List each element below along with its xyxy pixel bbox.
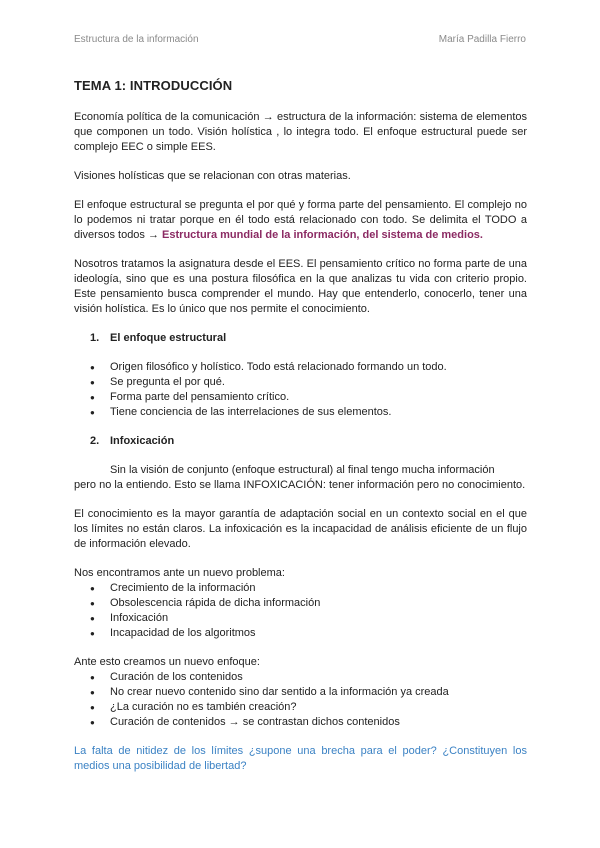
section-title: Infoxicación (110, 435, 175, 447)
list-item: ● Obsolescencia rápida de dicha información (74, 596, 527, 611)
paragraph-critical-thinking: Nosotros tratamos la asignatura desde el EES. El pensamiento crítico no forma parte de una ideología, sino que es una postura filosófica en la que analizas tu vida con criterio propio. Este pensamiento busca comprender el mundo. Hay que entenderlo, conocerlo, tener una visión holística. Es lo único que nos permite el conocimiento. (74, 258, 527, 315)
list-item: ● No crear nuevo contenido sino dar sentido a la información ya creada (74, 685, 527, 700)
approach-intro: Ante esto creamos un nuevo enfoque: (74, 656, 260, 668)
paragraph-structural-text: El enfoque estructural se pregunta el por qué y forma parte del pensamiento. El complejo no lo podemos ni tratar porque en él todo está relacionado con todo. Se delimita el TODO a diversos todos → (74, 199, 527, 241)
list-item: ● ¿La curación no es también creación? (74, 700, 527, 715)
highlighted-phrase: Estructura mundial de la información, del sistema de medios. (162, 229, 483, 241)
bullet-list-problems (74, 581, 527, 641)
closing-question: La falta de nitidez de los límites ¿supone una brecha para el poder? ¿Constituyen los medios una posibilidad de libertad? (74, 745, 527, 772)
list-item: ● Crecimiento de la información (74, 581, 527, 596)
list-item: ● Incapacidad de los algoritmos (74, 626, 527, 641)
bullet-list-structural (74, 360, 527, 420)
section-number: 2. (90, 435, 100, 447)
list-item: ● Forma parte del pensamiento crítico. (74, 390, 527, 405)
section-title: El enfoque estructural (110, 332, 227, 344)
list-item: ● Curación de contenidos → se contrastan dichos contenidos (74, 715, 527, 730)
document-body (74, 78, 527, 774)
header-course-title: Estructura de la información (74, 34, 199, 45)
paragraph-infoxication-line1: Sin la visión de conjunto (enfoque estructural) al final tengo mucha información (110, 464, 495, 476)
paragraph-knowledge: El conocimiento es la mayor garantía de adaptación social en un contexto social en el que los límites no están claros. La infoxicación es la incapacidad de análisis eficiente de un flujo de información elevado. (74, 508, 527, 550)
paragraph-structural (74, 198, 527, 243)
list-item: ● Origen filosófico y holístico. Todo está relacionado formando un todo. (74, 360, 527, 375)
section-heading-1 (74, 331, 527, 346)
paragraph-holistic: Visiones holísticas que se relacionan con otras materias. (74, 170, 351, 182)
list-item: ● Tiene conciencia de las interrelaciones de sus elementos. (74, 405, 527, 420)
header-author: María Padilla Fierro (438, 34, 526, 45)
bullet-list-approach (74, 670, 527, 730)
paragraph-infoxication-line2: pero no la entiendo. Esto se llama INFOXICACIÓN: tener información pero no conocimiento. (74, 479, 526, 491)
list-item: ● Infoxicación (74, 611, 527, 626)
problems-intro: Nos encontramos ante un nuevo problema: (74, 567, 285, 579)
list-item: ● Se pregunta el por qué. (74, 375, 527, 390)
section-number: 1. (90, 332, 100, 344)
paragraph-intro: Economía política de la comunicación → estructura de la información: sistema de elementos que componen un todo. Visión holística , lo integra todo. El enfoque estructural puede ser complejo EEC o simple EES. (74, 111, 527, 153)
list-item: ● Curación de los contenidos (74, 670, 527, 685)
page-title: TEMA 1: INTRODUCCIÓN (74, 78, 233, 93)
section-heading-2 (74, 434, 527, 449)
page-header (74, 34, 526, 48)
